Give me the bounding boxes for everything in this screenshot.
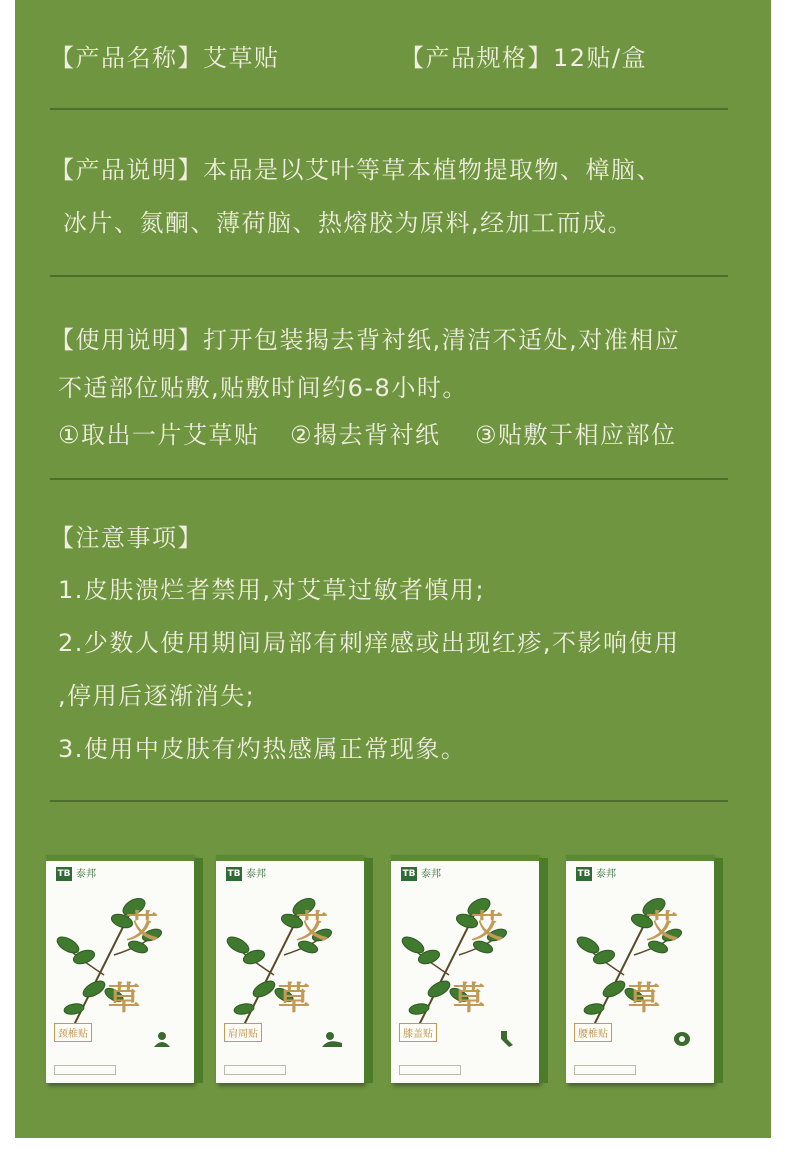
usage-step3: ③贴敷于相应部位 <box>475 421 677 449</box>
product-box-shoulder <box>216 855 376 1087</box>
brand-logo: TB <box>57 869 71 879</box>
box-top-strip <box>46 855 194 861</box>
product-box-neck <box>46 855 206 1087</box>
box-side <box>539 858 548 1083</box>
usage-step2: ②揭去背衬纸 <box>290 421 441 449</box>
usage-line1: 【使用说明】打开包装揭去背衬纸,清洁不适处,对准相应 <box>50 326 681 354</box>
brand-logo: TB <box>227 869 241 879</box>
divider <box>50 478 728 480</box>
box-spec-bar <box>574 1065 636 1075</box>
box-label: 肩周贴 <box>224 1023 262 1042</box>
box-char-cao: 草 <box>108 979 141 1017</box>
brand-logo: TB <box>402 869 416 879</box>
box-spec-bar <box>54 1065 116 1075</box>
description-line1: 【产品说明】本品是以艾叶等草本植物提取物、樟脑、 <box>50 156 662 184</box>
box-char-cao: 草 <box>628 979 661 1017</box>
brand-name: 泰邦 <box>596 869 616 880</box>
box-side <box>364 858 373 1083</box>
box-char-cao: 草 <box>278 979 311 1017</box>
divider <box>50 108 728 110</box>
box-label: 膝盖贴 <box>399 1023 437 1042</box>
product-box-knee <box>391 855 551 1087</box>
knee-icon <box>497 1031 517 1047</box>
box-top-strip <box>391 855 539 861</box>
notes-heading: 【注意事项】 <box>50 524 203 552</box>
box-front <box>566 855 714 1083</box>
notes-item3: 3.使用中皮肤有灼热感属正常现象。 <box>58 735 467 763</box>
notes-item1: 1.皮肤溃烂者禁用,对艾草过敏者慎用; <box>58 576 486 604</box>
box-label: 颈椎贴 <box>54 1023 92 1042</box>
divider <box>50 800 728 802</box>
box-front <box>46 855 194 1083</box>
box-char-ai: 艾 <box>646 907 679 945</box>
shoulder-icon <box>322 1031 342 1047</box>
box-char-ai: 艾 <box>471 907 504 945</box>
divider <box>50 275 728 277</box>
box-label: 腰椎贴 <box>574 1023 612 1042</box>
usage-line2: 不适部位贴敷,贴敷时间约6-8小时。 <box>58 374 468 402</box>
box-front <box>391 855 539 1083</box>
box-spec-bar <box>224 1065 286 1075</box>
product-spec: 【产品规格】12贴/盒 <box>400 44 648 72</box>
box-side <box>194 858 203 1083</box>
brand-name: 泰邦 <box>246 869 266 880</box>
box-spec-bar <box>399 1065 461 1075</box>
usage-step1: ①取出一片艾草贴 <box>58 421 260 449</box>
box-top-strip <box>216 855 364 861</box>
box-char-ai: 艾 <box>126 907 159 945</box>
description-line2: 冰片、氮酮、薄荷脑、热熔胶为原料,经加工而成。 <box>63 209 634 237</box>
neck-icon <box>152 1031 172 1047</box>
product-box-row <box>46 855 736 1087</box>
waist-icon <box>672 1031 692 1047</box>
brand-name: 泰邦 <box>421 869 441 880</box>
box-char-ai: 艾 <box>296 907 329 945</box>
box-char-cao: 草 <box>453 979 486 1017</box>
box-front <box>216 855 364 1083</box>
product-name: 【产品名称】艾草贴 <box>50 44 280 72</box>
notes-item2-line1: 2.少数人使用期间局部有刺痒感或出现红疹,不影响使用 <box>58 629 680 657</box>
brand-logo: TB <box>577 869 591 879</box>
product-box-waist <box>566 855 726 1087</box>
box-top-strip <box>566 855 714 861</box>
box-side <box>714 858 723 1083</box>
notes-item2-line2: ,停用后逐渐消失; <box>58 682 256 710</box>
brand-name: 泰邦 <box>76 869 96 880</box>
